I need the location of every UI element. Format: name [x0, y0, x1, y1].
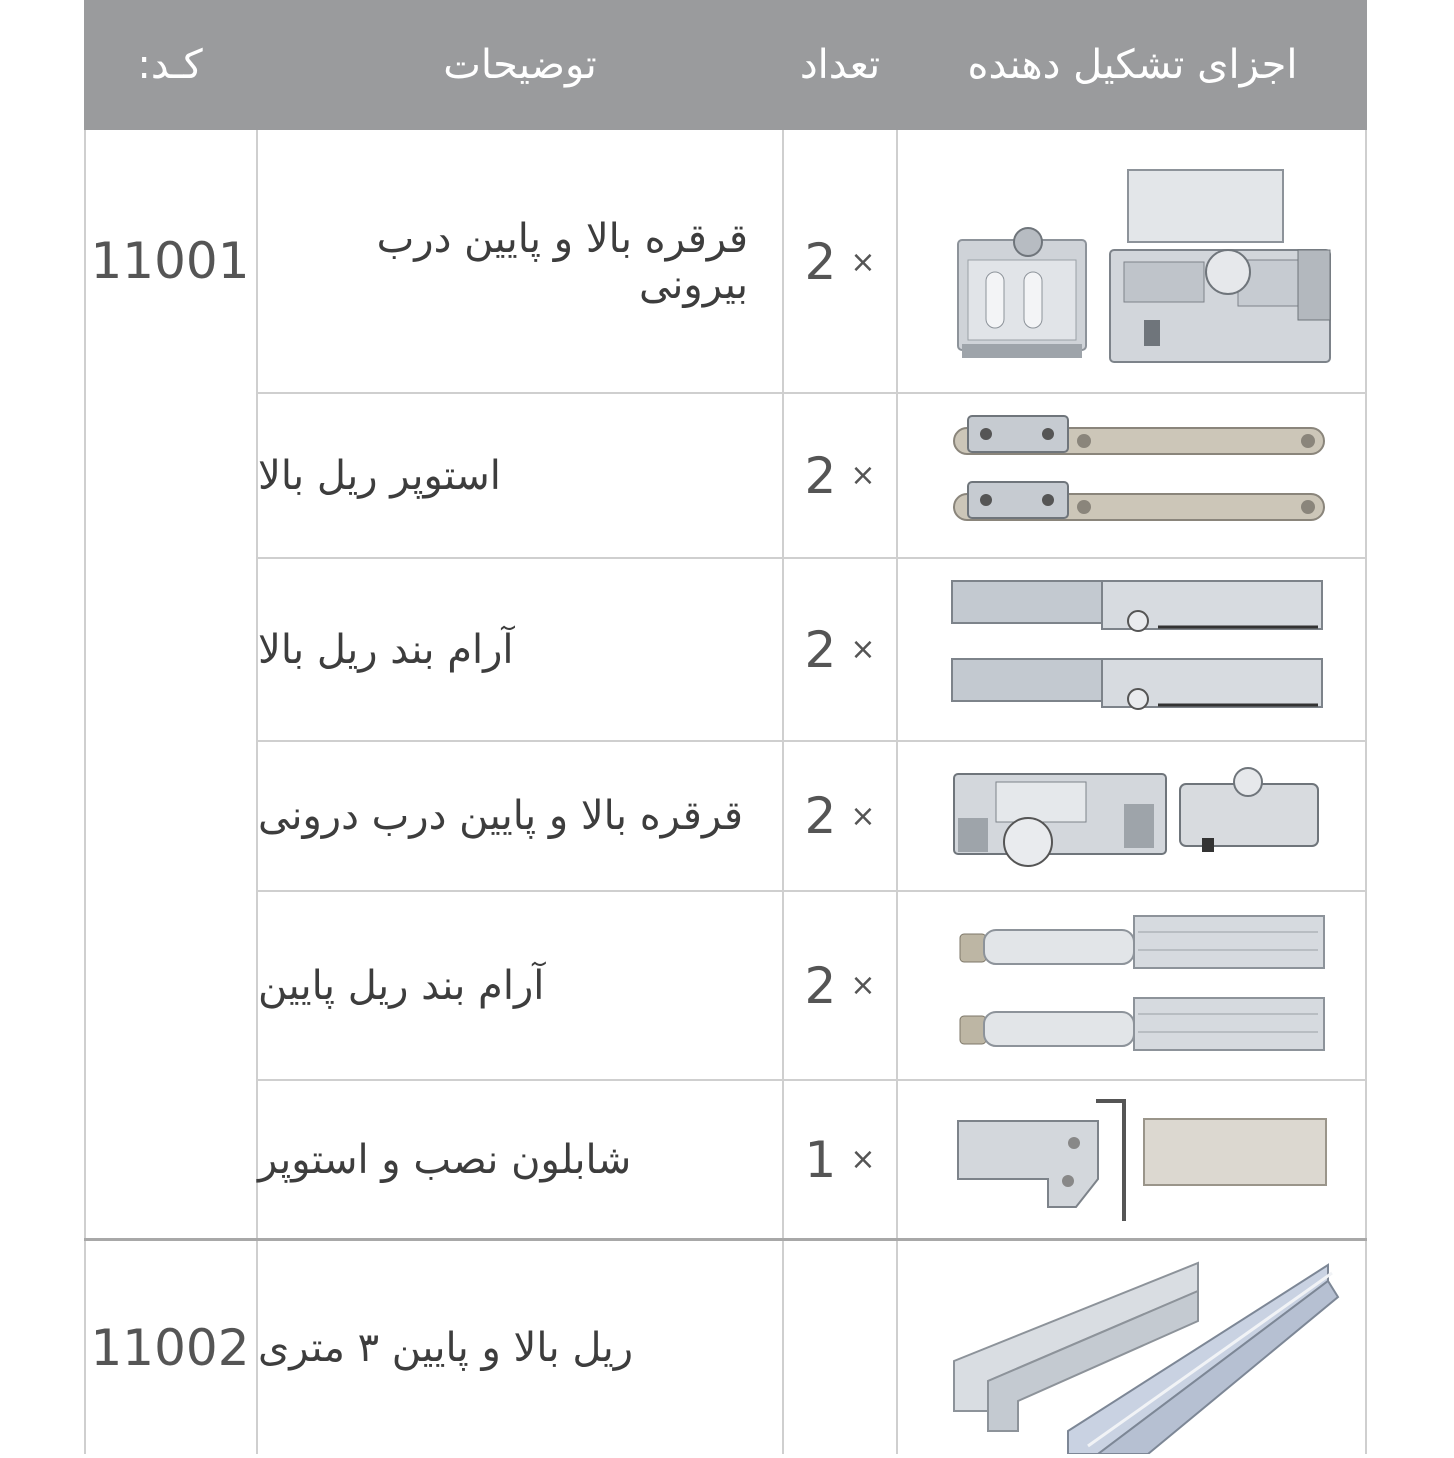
row-description: قرقره بالا و پایین درب بیرونی [376, 216, 748, 308]
quantity-value: 2 [804, 620, 837, 679]
row-description: قرقره بالا و پایین درب درونی [258, 793, 744, 839]
header-quantity: تعداد [799, 42, 881, 88]
row-description: شابلون نصب و استوپر [258, 1136, 632, 1183]
multiply-sign: × [850, 968, 876, 1003]
multiply-sign: × [850, 1142, 876, 1177]
row-description: آرام بند ریل پایین [258, 962, 545, 1009]
quantity-value: 2 [804, 446, 837, 505]
row-description: ریل بالا و پایین ۳ متری [258, 1324, 634, 1371]
aluminium-rail-profile-icon [898, 1241, 1367, 1454]
row-quantity [784, 394, 896, 557]
inner-door-roller-set-icon [898, 742, 1367, 890]
quantity-value: 2 [804, 233, 837, 291]
header-code: کـد: [137, 42, 203, 88]
row-quantity [784, 892, 896, 1079]
quantity-value: 1 [804, 1130, 837, 1189]
top-rail-soft-close-icon [898, 559, 1367, 740]
multiply-sign: × [850, 458, 876, 493]
outer-door-roller-set-icon [898, 132, 1367, 392]
quantity-value: 2 [804, 956, 837, 1015]
multiply-sign: × [850, 244, 876, 280]
product-code: 11001 [90, 232, 250, 290]
table-header [84, 0, 1367, 130]
row-quantity [784, 1081, 896, 1238]
top-rail-stopper-icon [898, 394, 1367, 557]
components-table [84, 0, 1367, 1454]
quantity-value: 2 [804, 787, 837, 845]
multiply-sign: × [850, 632, 876, 667]
install-template-icon [898, 1081, 1367, 1238]
row-description: استوپر ریل بالا [258, 452, 501, 499]
bottom-rail-soft-close-icon [898, 892, 1367, 1079]
header-components: اجزای تشکیل دهنده [967, 42, 1298, 88]
header-description: توضیحات [443, 42, 597, 88]
row-quantity [784, 742, 896, 890]
row-quantity [784, 132, 896, 392]
product-code: 11002 [90, 1318, 250, 1377]
row-description: آرام بند ریل بالا [258, 626, 514, 673]
row-quantity [784, 559, 896, 740]
multiply-sign: × [850, 798, 876, 834]
